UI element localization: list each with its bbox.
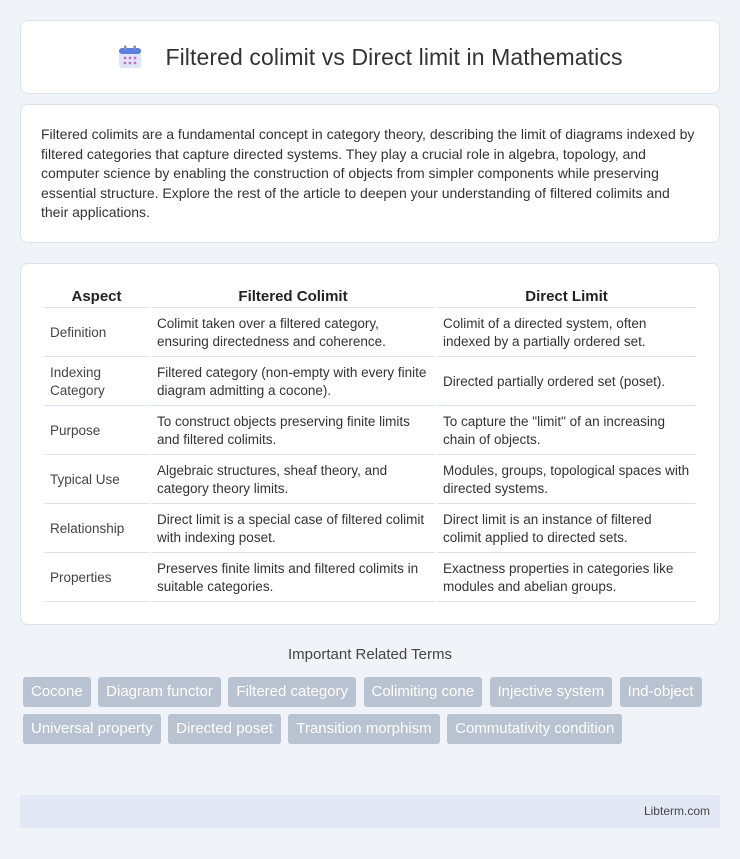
- aspect-cell: Typical Use: [44, 455, 149, 504]
- table-row: [44, 553, 696, 602]
- table-row: [44, 455, 696, 504]
- header-aspect: Aspect: [44, 284, 149, 308]
- table-row: [44, 308, 696, 357]
- related-term-tag[interactable]: Transition morphism: [288, 714, 439, 744]
- comparison-table-card: [20, 263, 720, 625]
- related-term-tag[interactable]: Injective system: [490, 677, 613, 707]
- related-terms-list: [23, 677, 723, 751]
- related-term-tag[interactable]: Commutativity condition: [447, 714, 622, 744]
- filtered-colimit-cell: To construct objects preserving finite limits and filtered colimits.: [151, 406, 435, 455]
- filtered-colimit-cell: Filtered category (non-empty with every finite diagram admitting a cocone).: [151, 357, 435, 406]
- intro-text: Filtered colimits are a fundamental concept in category theory, describing the limit of diagrams indexed by filtered categories that capture directed systems. They play a crucial role in algebra, topology, and computer science by enabling the construction of objects from simpler components while preserving essential structure. Explore the rest of the article to deepen your understanding of filtered colimits and their applications.: [41, 126, 695, 220]
- table-row: [44, 406, 696, 455]
- related-terms-title: Important Related Terms: [288, 646, 452, 663]
- direct-limit-cell: Direct limit is an instance of filtered colimit applied to directed sets.: [437, 504, 696, 553]
- aspect-cell: Definition: [44, 308, 149, 357]
- filtered-colimit-cell: Direct limit is a special case of filtered colimit with indexing poset.: [151, 504, 435, 553]
- header-direct-limit: Direct Limit: [437, 284, 696, 308]
- direct-limit-cell: Colimit of a directed system, often indexed by a partially ordered set.: [437, 308, 696, 357]
- table-header-row: [44, 284, 696, 308]
- aspect-cell: Purpose: [44, 406, 149, 455]
- direct-limit-cell: Modules, groups, topological spaces with directed systems.: [437, 455, 696, 504]
- filtered-colimit-cell: Colimit taken over a filtered category, ensuring directedness and coherence.: [151, 308, 435, 357]
- table-row: [44, 357, 696, 406]
- title-card: [20, 20, 720, 94]
- direct-limit-cell: Exactness properties in categories like modules and abelian groups.: [437, 553, 696, 602]
- aspect-cell: Indexing Category: [44, 357, 149, 406]
- related-term-tag[interactable]: Cocone: [23, 677, 91, 707]
- filtered-colimit-cell: Preserves finite limits and filtered colimits in suitable categories.: [151, 553, 435, 602]
- intro-card: [20, 104, 720, 243]
- table-row: [44, 504, 696, 553]
- comparison-table: [42, 284, 698, 602]
- filtered-colimit-cell: Algebraic structures, sheaf theory, and category theory limits.: [151, 455, 435, 504]
- page-title: Filtered colimit vs Direct limit in Mathematics: [165, 43, 623, 70]
- footer: [20, 795, 720, 828]
- aspect-cell: Relationship: [44, 504, 149, 553]
- header-filtered-colimit: Filtered Colimit: [151, 284, 435, 308]
- aspect-cell: Properties: [44, 553, 149, 602]
- direct-limit-cell: To capture the "limit" of an increasing chain of objects.: [437, 406, 696, 455]
- related-term-tag[interactable]: Filtered category: [228, 677, 356, 707]
- related-term-tag[interactable]: Directed poset: [168, 714, 281, 744]
- calendar-icon: [117, 44, 143, 70]
- related-term-tag[interactable]: Universal property: [23, 714, 161, 744]
- related-term-tag[interactable]: Colimiting cone: [364, 677, 483, 707]
- related-term-tag[interactable]: Diagram functor: [98, 677, 221, 707]
- related-term-tag[interactable]: Ind-object: [620, 677, 702, 707]
- footer-brand[interactable]: Libterm.com: [643, 804, 710, 818]
- direct-limit-cell: Directed partially ordered set (poset).: [437, 357, 696, 406]
